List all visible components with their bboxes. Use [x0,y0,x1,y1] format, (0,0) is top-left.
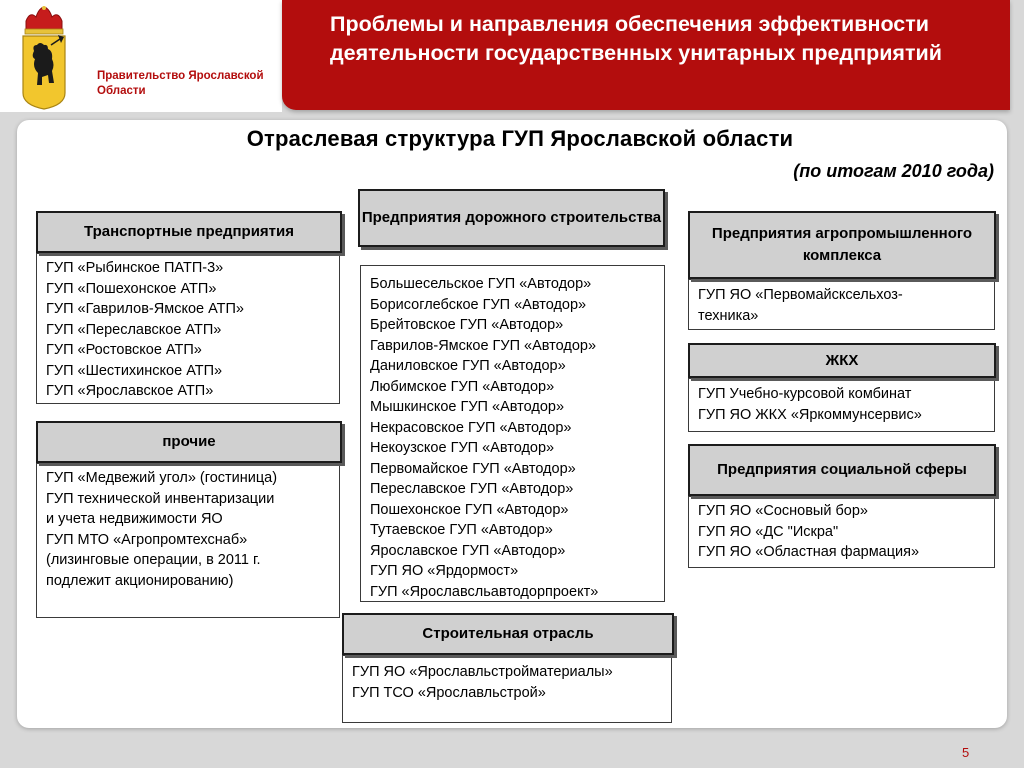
list-item: ГУП «Пошехонское АТП» [46,280,217,297]
other-list [36,463,340,618]
road-header: Предприятия дорожного строительства [358,189,665,247]
list-item: Гаврилов-Ямское ГУП «Автодор» [370,337,597,354]
list-item: ГУП Учебно-курсовой комбинат [698,386,912,402]
housing-header: ЖКХ [688,343,996,378]
list-item: и учета недвижимости ЯО [46,511,223,527]
list-item: ГУП «Ярославсльавтодорпроект» [370,583,599,600]
transport-list [36,253,340,404]
list-item: ГУП «Шестихинское АТП» [46,362,223,379]
government-name: Правительство Ярославской Области [97,70,264,97]
list-item: Переславское ГУП «Автодор» [370,481,574,497]
construction-header: Строительная отрасль [342,613,674,655]
construction-list [342,655,672,723]
title-banner [282,0,1010,110]
list-item: Брейтовское ГУП «Автодор» [370,317,564,333]
social-header: Предприятия социальной сферы [688,444,996,496]
list-item: ГУП «Медвежий угол» (гостиница) [46,470,278,486]
agro-header: Предприятия агропромышленного комплекса [688,211,996,279]
list-item: ГУП ЯО «Первомайсксельхоз- [698,287,903,303]
list-item: Ярославское ГУП «Автодор» [370,542,566,559]
list-item: подлежит акционированию) [46,572,234,589]
list-item: техника» [698,307,759,324]
list-item: ГУП «Рыбинское ПАТП-3» [46,260,224,276]
list-item: ГУП «Переславское АТП» [46,321,222,338]
list-item: Первомайское ГУП «Автодор» [370,460,576,477]
social-list [688,496,995,568]
yaroslavl-coat-of-arms-icon [20,5,68,111]
list-item: ГУП ЯО «ДС "Искра" [698,523,839,540]
transport-header: Транспортные предприятия [36,211,342,253]
list-item: ГУП ЯО «Областная фармация» [698,544,920,560]
slide-title: Проблемы и направления обеспечения эффективности деятельности государственных унитарных предприятий [330,12,942,65]
header-logo-area [0,0,282,112]
page-number: 5 [962,745,970,760]
list-item: ГУП ЯО «Сосновый бор» [698,503,868,519]
list-item: Некоузское ГУП «Автодор» [370,440,555,456]
list-item: ГУП технической инвентаризации [46,490,275,507]
subtitle: (по итогам 2010 года) [793,161,994,181]
list-item: ГУП ЯО «Ярдормост» [370,563,519,579]
other-header: прочие [36,421,342,463]
main-title: Отраслевая структура ГУП Ярославской области [246,126,794,151]
list-item: ГУП «Ярославское АТП» [46,383,214,399]
list-item: Большесельское ГУП «Автодор» [370,276,592,292]
list-item: ГУП ТСО «Ярославльстрой» [352,684,546,701]
agro-list [688,279,995,330]
list-item: Тутаевское ГУП «Автодор» [370,522,553,538]
list-item: ГУП ЯО «Ярославльстройматериалы» [352,664,613,680]
list-item: ГУП ЯО ЖКХ «Яркоммунсервис» [698,406,922,423]
road-list [360,265,665,602]
housing-list [688,378,995,432]
list-item: Некрасовское ГУП «Автодор» [370,419,572,436]
list-item: ГУП «Гаврилов-Ямское АТП» [46,301,245,317]
list-item: ГУП «Ростовское АТП» [46,342,202,358]
list-item: Любимское ГУП «Автодор» [370,378,555,395]
list-item: Мышкинское ГУП «Автодор» [370,399,565,415]
list-item: ГУП МТО «Агропромтехснаб» [46,531,248,548]
list-item: Борисоглебское ГУП «Автодор» [370,296,587,313]
list-item: (лизинговые операции, в 2011 г. [46,552,261,568]
list-item: Даниловское ГУП «Автодор» [370,358,566,374]
list-item: Пошехонское ГУП «Автодор» [370,501,569,518]
